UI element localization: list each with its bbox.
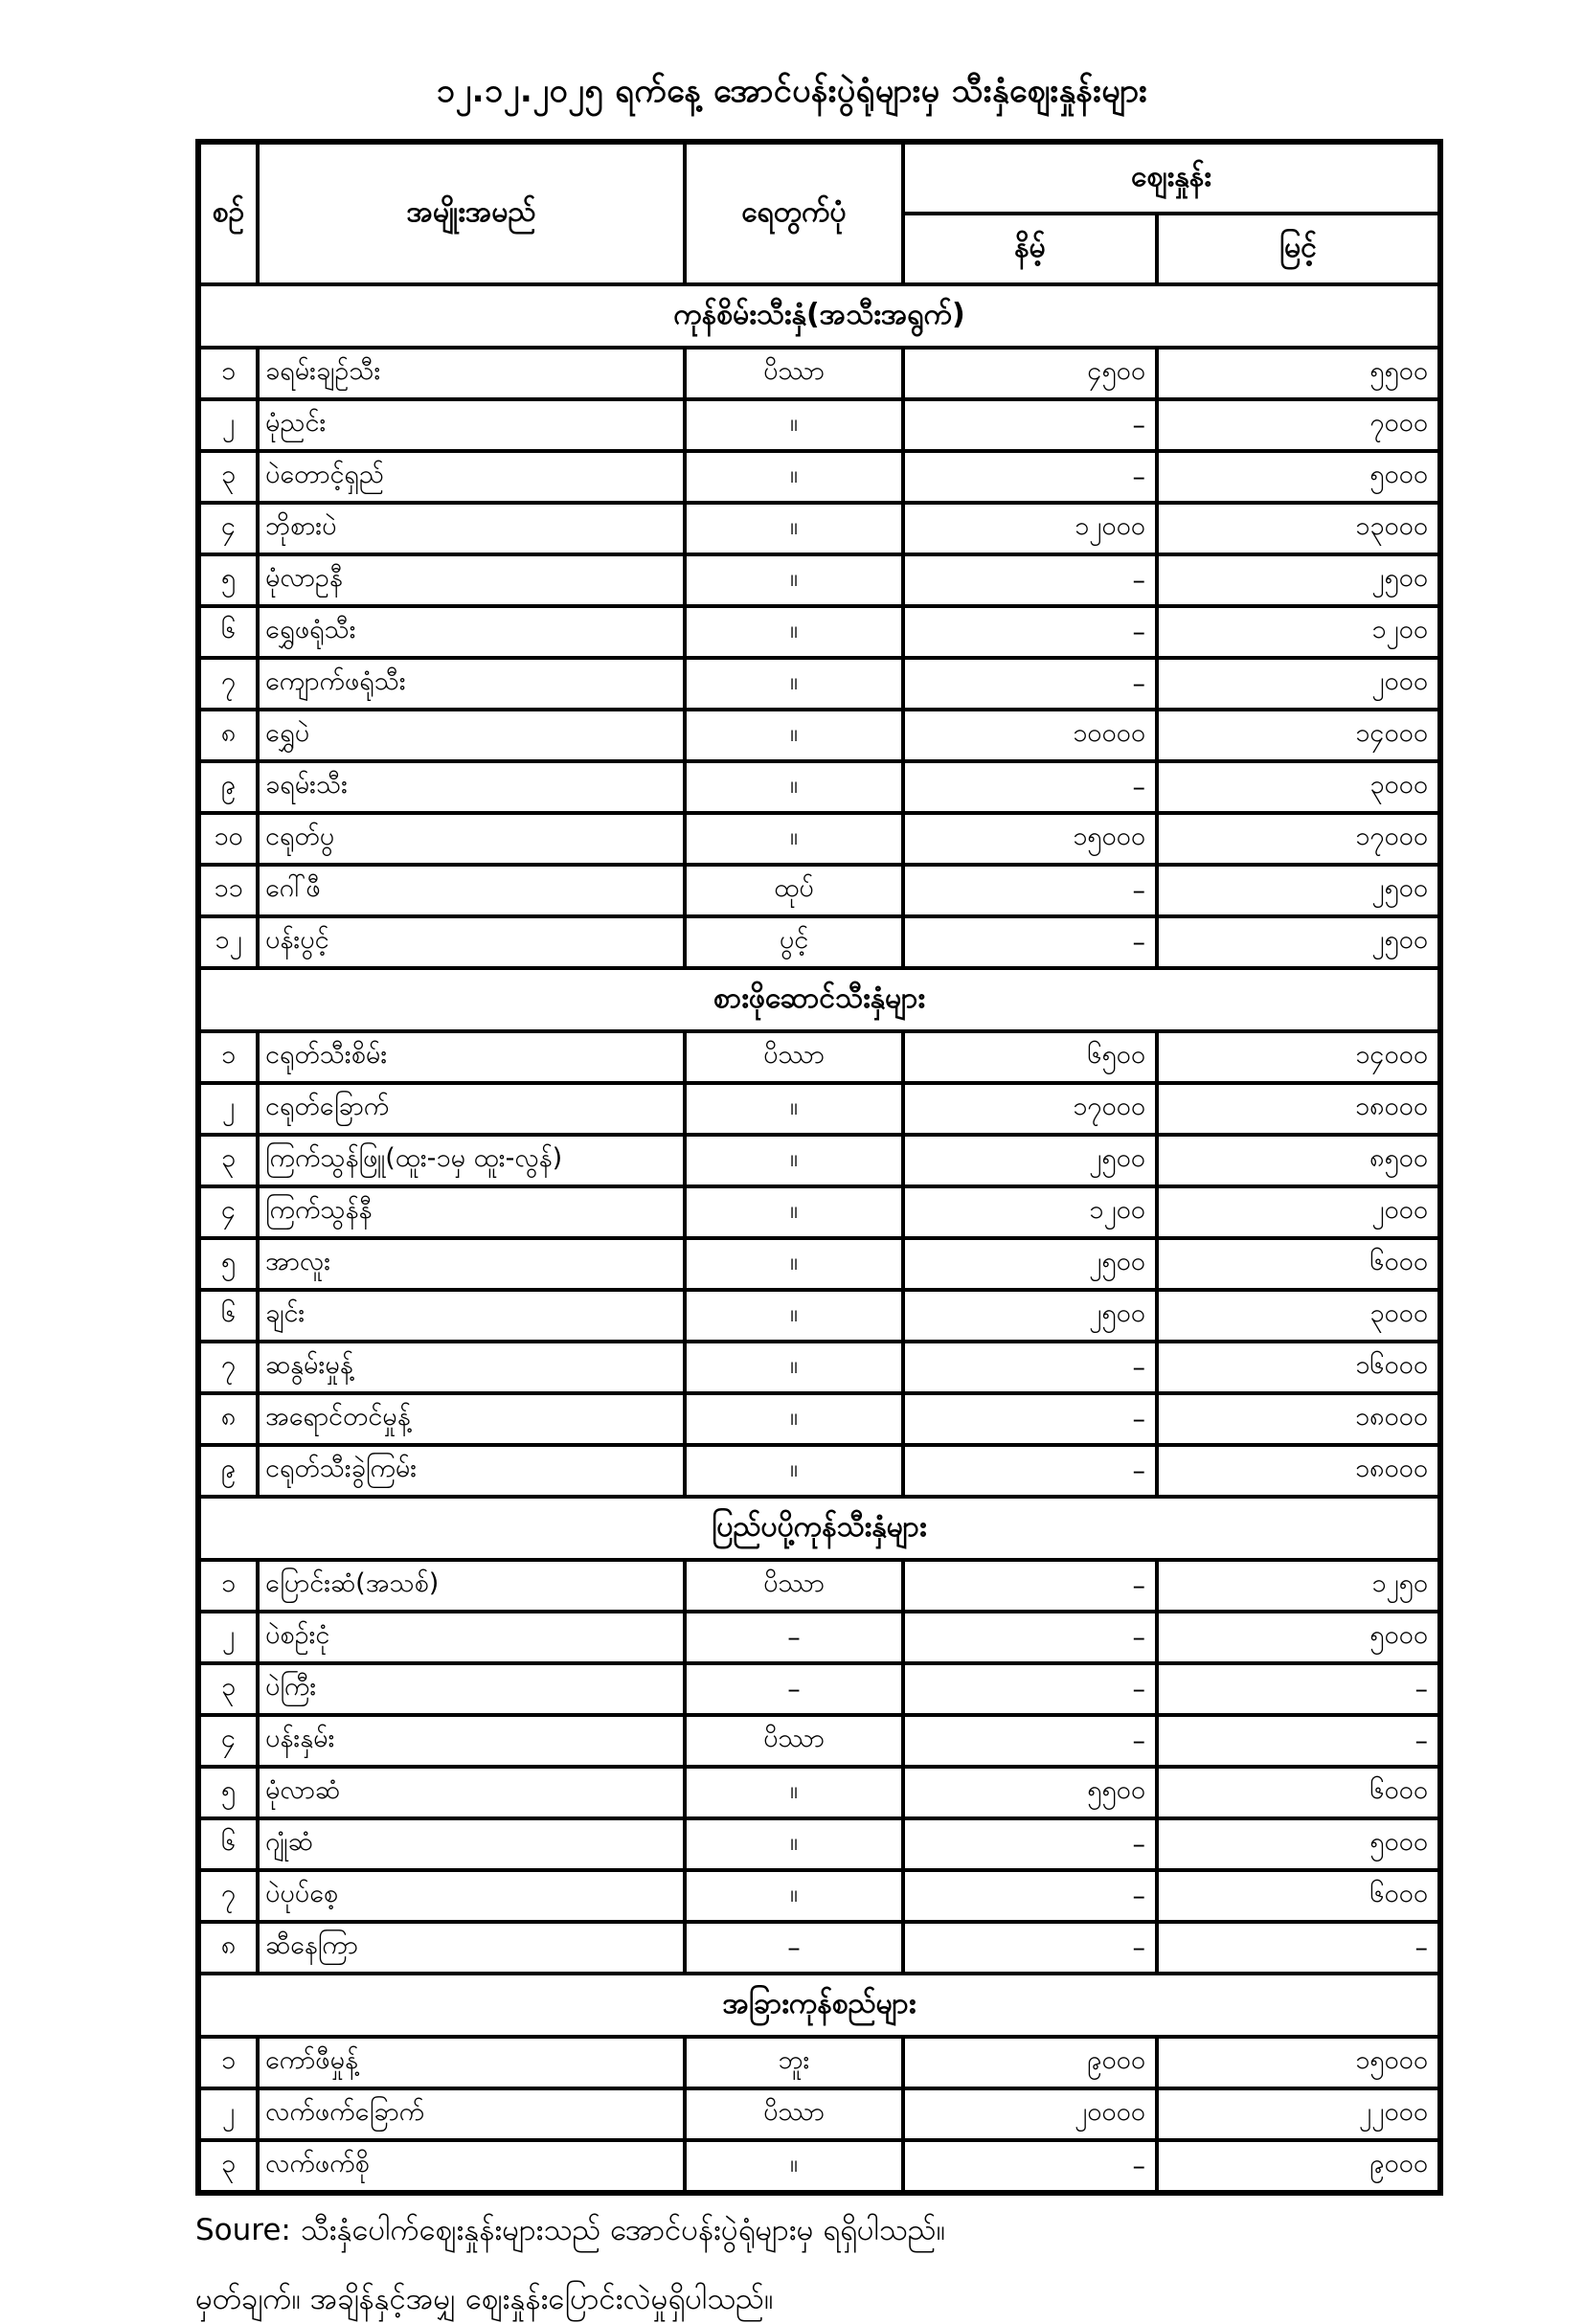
row-number: ၁၁ <box>198 865 258 916</box>
item-name: အရောင်တင်မှုန့် <box>258 1393 685 1445</box>
price-low: ၂၅၀၀ <box>903 1238 1157 1290</box>
price-high: ၅၀၀၀ <box>1157 451 1440 503</box>
price-high: ၁၇၀၀၀ <box>1157 813 1440 865</box>
table-row <box>198 1818 1440 1870</box>
price-high: ၃၀၀၀ <box>1157 761 1440 813</box>
row-number: ၇ <box>198 1342 258 1393</box>
table-row <box>198 451 1440 503</box>
item-name: ဆီနေကြာ <box>258 1922 685 1974</box>
item-unit: ။ <box>685 554 903 606</box>
price-low: – <box>903 1870 1157 1922</box>
item-name: ရွှေဖရုံသီး <box>258 606 685 658</box>
item-unit: ။ <box>685 1290 903 1342</box>
table-row <box>198 1560 1440 1612</box>
header-low: နိမ့် <box>903 214 1157 284</box>
item-name: ငရုတ်သီးခွဲကြမ်း <box>258 1445 685 1497</box>
price-high: ၈၅၀၀ <box>1157 1135 1440 1186</box>
item-name: ဆနွမ်းမှုန့် <box>258 1342 685 1393</box>
price-high: – <box>1157 1922 1440 1974</box>
price-low: – <box>903 451 1157 503</box>
item-unit: ။ <box>685 1238 903 1290</box>
item-name: မုံလာဥနီ <box>258 554 685 606</box>
row-number: ၈ <box>198 710 258 761</box>
item-unit: ။ <box>685 1083 903 1135</box>
price-low: – <box>903 1560 1157 1612</box>
row-number: ၂ <box>198 399 258 451</box>
item-name: မုံလာဆံ <box>258 1767 685 1818</box>
table-row <box>198 1393 1440 1445</box>
item-name: ပြောင်းဆံ(အသစ်) <box>258 1560 685 1612</box>
table-row <box>198 813 1440 865</box>
price-low: ၁၅၀၀၀ <box>903 813 1157 865</box>
row-number: ၂ <box>198 1612 258 1663</box>
row-number: ၅ <box>198 1767 258 1818</box>
price-low: – <box>903 1342 1157 1393</box>
item-unit: ။ <box>685 1767 903 1818</box>
price-low: – <box>903 865 1157 916</box>
item-name: ဂျုံဆံ <box>258 1818 685 1870</box>
price-low: ၁၂၀၀ <box>903 1186 1157 1238</box>
price-high: ၅၅၀၀ <box>1157 348 1440 399</box>
section-title: ကုန်စိမ်းသီးနှံ(အသီးအရွက်) <box>198 284 1440 348</box>
row-number: ၇ <box>198 658 258 710</box>
table-row <box>198 1342 1440 1393</box>
item-name: ဂေါ်ဖီ <box>258 865 685 916</box>
item-name: ကျောက်ဖရုံသီး <box>258 658 685 710</box>
table-row <box>198 2037 1440 2088</box>
item-unit: ပိဿာ <box>685 2088 903 2140</box>
table-row <box>198 2140 1440 2193</box>
item-name: မုံညင်း <box>258 399 685 451</box>
row-number: ၄ <box>198 1715 258 1767</box>
price-low: – <box>903 1612 1157 1663</box>
price-high: ၁၈၀၀၀ <box>1157 1393 1440 1445</box>
row-number: ၃ <box>198 451 258 503</box>
table-row <box>198 606 1440 658</box>
price-high: ၆၀၀၀ <box>1157 1238 1440 1290</box>
price-low: – <box>903 1393 1157 1445</box>
row-number: ၃ <box>198 1135 258 1186</box>
item-name: ခရမ်းချဉ်သီး <box>258 348 685 399</box>
price-low: ၁၂၀၀၀ <box>903 503 1157 554</box>
price-low: ၂၅၀၀ <box>903 1290 1157 1342</box>
table-row <box>198 399 1440 451</box>
row-number: ၄ <box>198 1186 258 1238</box>
price-high: ၆၀၀၀ <box>1157 1870 1440 1922</box>
price-low: – <box>903 1445 1157 1497</box>
item-name: ခရမ်းသီး <box>258 761 685 813</box>
header-price-group: ဈေးနှုန်း <box>903 142 1440 214</box>
item-name: ချင်း <box>258 1290 685 1342</box>
item-unit: ။ <box>685 1870 903 1922</box>
table-row <box>198 1031 1440 1083</box>
item-unit: ။ <box>685 1393 903 1445</box>
item-unit: – <box>685 1663 903 1715</box>
price-low: ၉၀၀၀ <box>903 2037 1157 2088</box>
row-number: ၅ <box>198 1238 258 1290</box>
row-number: ၈ <box>198 1922 258 1974</box>
item-name: ငရုတ်ပွ <box>258 813 685 865</box>
table-row <box>198 1083 1440 1135</box>
item-unit: ။ <box>685 813 903 865</box>
price-low: – <box>903 916 1157 968</box>
row-number: ၆ <box>198 1818 258 1870</box>
item-unit: ။ <box>685 451 903 503</box>
item-name: ငရုတ်သီးစိမ်း <box>258 1031 685 1083</box>
price-low: – <box>903 1715 1157 1767</box>
price-low: ၂၅၀၀ <box>903 1135 1157 1186</box>
row-number: ၁ <box>198 348 258 399</box>
price-high: ၁၂၀၀ <box>1157 606 1440 658</box>
price-low: – <box>903 554 1157 606</box>
row-number: ၆ <box>198 606 258 658</box>
item-unit: ထုပ် <box>685 865 903 916</box>
row-number: ၁၀ <box>198 813 258 865</box>
table-row <box>198 1922 1440 1974</box>
table-row <box>198 1767 1440 1818</box>
section-title: အခြားကုန်စည်များ <box>198 1974 1440 2037</box>
table-row <box>198 1612 1440 1663</box>
table-row <box>198 1870 1440 1922</box>
price-low: – <box>903 2140 1157 2193</box>
row-number: ၂ <box>198 1083 258 1135</box>
item-unit: ။ <box>685 606 903 658</box>
row-number: ၁ <box>198 1560 258 1612</box>
section-header-row <box>198 968 1440 1031</box>
price-high: ၂၀၀၀ <box>1157 658 1440 710</box>
item-unit: – <box>685 1922 903 1974</box>
price-table-container <box>195 139 1437 2196</box>
row-number: ၁ <box>198 2037 258 2088</box>
header-unit: ရေတွက်ပုံ <box>685 142 903 284</box>
row-number: ၂ <box>198 2088 258 2140</box>
price-high: ၁၃၀၀၀ <box>1157 503 1440 554</box>
table-header <box>198 142 1440 284</box>
price-high: ၅၀၀၀ <box>1157 1612 1440 1663</box>
price-high: ၁၈၀၀၀ <box>1157 1445 1440 1497</box>
price-high: ၇၀၀၀ <box>1157 399 1440 451</box>
table-row <box>198 1663 1440 1715</box>
row-number: ၁ <box>198 1031 258 1083</box>
price-high: ၆၀၀၀ <box>1157 1767 1440 1818</box>
item-unit: ။ <box>685 2140 903 2193</box>
price-high: ၉၀၀၀ <box>1157 2140 1440 2193</box>
price-low: – <box>903 606 1157 658</box>
price-high: ၁၄၀၀၀ <box>1157 710 1440 761</box>
row-number: ၅ <box>198 554 258 606</box>
price-high: ၂၅၀၀ <box>1157 865 1440 916</box>
item-name: ပန်းပွင့် <box>258 916 685 968</box>
row-number: ၄ <box>198 503 258 554</box>
table-row <box>198 761 1440 813</box>
price-high: – <box>1157 1663 1440 1715</box>
table-row <box>198 1715 1440 1767</box>
item-unit: ။ <box>685 399 903 451</box>
section-title: စားဖိုဆောင်သီးနှံများ <box>198 968 1440 1031</box>
table-row <box>198 1238 1440 1290</box>
item-unit: ။ <box>685 1818 903 1870</box>
section-title: ပြည်ပပို့ကုန်သီးနှံများ <box>198 1497 1440 1560</box>
item-name: ကော်ဖီမှုန့် <box>258 2037 685 2088</box>
item-unit: – <box>685 1612 903 1663</box>
section-header-row <box>198 284 1440 348</box>
price-low: – <box>903 658 1157 710</box>
item-name: ပဲတောင့်ရှည် <box>258 451 685 503</box>
item-unit: ။ <box>685 761 903 813</box>
price-high: ၁၅၀၀၀ <box>1157 2037 1440 2088</box>
item-unit: ပိဿာ <box>685 348 903 399</box>
row-number: ၇ <box>198 1870 258 1922</box>
table-row <box>198 348 1440 399</box>
price-high: ၁၈၀၀၀ <box>1157 1083 1440 1135</box>
item-unit: ပွင့် <box>685 916 903 968</box>
item-unit: ။ <box>685 1186 903 1238</box>
section-header-row <box>198 1974 1440 2037</box>
table-row <box>198 1290 1440 1342</box>
table-row <box>198 503 1440 554</box>
table-row <box>198 1135 1440 1186</box>
price-high: ၂၂၀၀၀ <box>1157 2088 1440 2140</box>
price-low: ၄၅၀၀ <box>903 348 1157 399</box>
item-name: အာလူး <box>258 1238 685 1290</box>
item-name: လက်ဖက်စို <box>258 2140 685 2193</box>
price-low: – <box>903 1663 1157 1715</box>
page-title: ၁၂.၁၂.၂၀၂၅ ရက်နေ့ အောင်ပန်းပွဲရုံများမှ သီးနှံဈေးနှုန်းများ <box>436 72 1148 110</box>
price-low: – <box>903 1922 1157 1974</box>
row-number: ၉ <box>198 1445 258 1497</box>
item-unit: ။ <box>685 658 903 710</box>
item-unit: ။ <box>685 1445 903 1497</box>
table-body <box>198 284 1440 2193</box>
row-number: ၃ <box>198 2140 258 2193</box>
item-name: ပဲပုပ်စေ့ <box>258 1870 685 1922</box>
item-name: လက်ဖက်ခြောက် <box>258 2088 685 2140</box>
table-row <box>198 1186 1440 1238</box>
item-name: ကြက်သွန်နီ <box>258 1186 685 1238</box>
footer-note: မှတ်ချက်။ အချိန်နှင့်အမျှ ဈေးနှုန်းပြောင်းလဲမှုရှိပါသည်။ <box>195 2282 774 2316</box>
header-name: အမျိုးအမည် <box>258 142 685 284</box>
price-high: ၁၄၀၀၀ <box>1157 1031 1440 1083</box>
item-unit: ဘူး <box>685 2037 903 2088</box>
item-name: ရွှေပဲ <box>258 710 685 761</box>
price-high: ၅၀၀၀ <box>1157 1818 1440 1870</box>
price-high: ၂၀၀၀ <box>1157 1186 1440 1238</box>
row-number: ၉ <box>198 761 258 813</box>
price-low: – <box>903 761 1157 813</box>
row-number: ၁၂ <box>198 916 258 968</box>
item-unit: ။ <box>685 503 903 554</box>
price-high: ၁၆၀၀၀ <box>1157 1342 1440 1393</box>
item-unit: ပိဿာ <box>685 1715 903 1767</box>
item-unit: ပိဿာ <box>685 1560 903 1612</box>
price-high: ၃၀၀၀ <box>1157 1290 1440 1342</box>
item-name: ဘိုစားပဲ <box>258 503 685 554</box>
table-row <box>198 1445 1440 1497</box>
item-name: ကြက်သွန်ဖြူ(ထူး-၁မှ ထူး-လွန်) <box>258 1135 685 1186</box>
table-row <box>198 658 1440 710</box>
price-low: ၁၇၀၀၀ <box>903 1083 1157 1135</box>
price-low: – <box>903 1818 1157 1870</box>
table-row <box>198 554 1440 606</box>
table-row <box>198 710 1440 761</box>
footer-source: Soure: သီးနှံပေါက်ဈေးနှုန်းများသည် အောင်ပန်းပွဲရုံများမှ ရရှိပါသည်။ <box>195 2213 946 2247</box>
item-unit: ။ <box>685 1342 903 1393</box>
item-name: ပန်းနှမ်း <box>258 1715 685 1767</box>
row-number: ၃ <box>198 1663 258 1715</box>
row-number: ၆ <box>198 1290 258 1342</box>
table-row <box>198 2088 1440 2140</box>
price-low: ၆၅၀၀ <box>903 1031 1157 1083</box>
price-low: ၂၀၀၀၀ <box>903 2088 1157 2140</box>
item-name: ပဲကြီး <box>258 1663 685 1715</box>
price-high: ၂၅၀၀ <box>1157 916 1440 968</box>
price-low: ၁၀၀၀၀ <box>903 710 1157 761</box>
price-high: ၂၅၀၀ <box>1157 554 1440 606</box>
footer <box>195 2211 1584 2324</box>
table-row <box>198 865 1440 916</box>
item-unit: ။ <box>685 710 903 761</box>
price-low: – <box>903 399 1157 451</box>
price-high: ၁၂၅၀ <box>1157 1560 1440 1612</box>
row-number: ၈ <box>198 1393 258 1445</box>
price-table <box>195 139 1443 2196</box>
header-high: မြင့် <box>1157 214 1440 284</box>
header-no: စဉ် <box>198 142 258 284</box>
section-header-row <box>198 1497 1440 1560</box>
price-high: – <box>1157 1715 1440 1767</box>
item-name: ပဲစဉ်းငုံ <box>258 1612 685 1663</box>
item-unit: ။ <box>685 1135 903 1186</box>
table-row <box>198 916 1440 968</box>
item-name: ငရုတ်ခြောက် <box>258 1083 685 1135</box>
item-unit: ပိဿာ <box>685 1031 903 1083</box>
price-low: ၅၅၀၀ <box>903 1767 1157 1818</box>
